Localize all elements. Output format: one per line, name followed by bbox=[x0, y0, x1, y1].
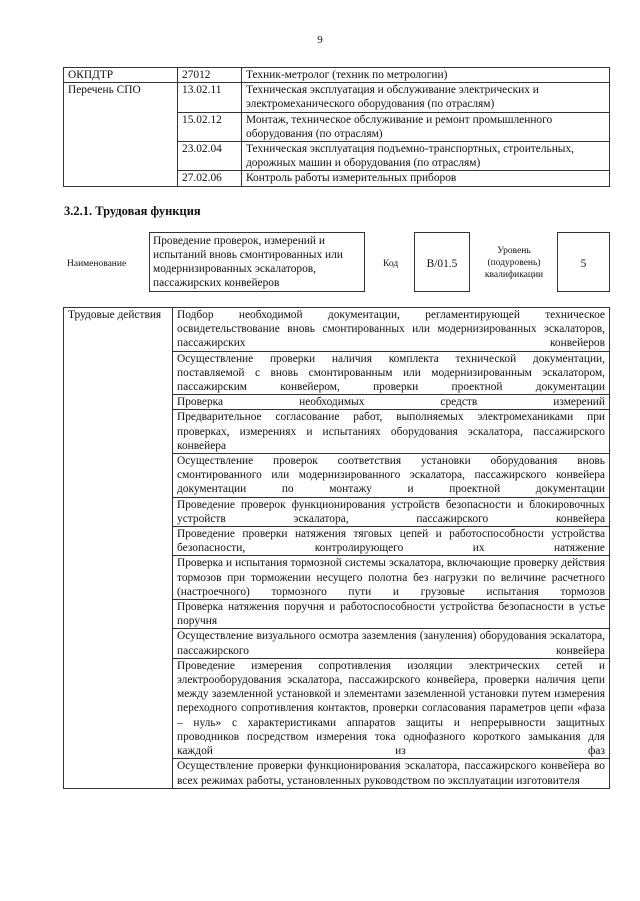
labor-action-item: Проверка и испытания тормозной системы эскалатора, включающие проверку действия тормозов при торможении несущего полотна без нагрузки по величине расчетного (настроечного) тормозного пути и грузовые испытания тормозов bbox=[173, 556, 610, 600]
code-description: Техник-метролог (техник по метрологии) bbox=[242, 68, 610, 83]
code-number: 23.02.04 bbox=[178, 142, 242, 171]
code-number: 15.02.12 bbox=[178, 112, 242, 141]
code-label: Перечень СПО bbox=[64, 83, 178, 186]
table-row bbox=[64, 68, 610, 83]
labor-action-item: Осуществление проверок соответствия установки оборудования вновь смонтированного или модернизированного эскалатора, пассажирского конвейера документации по монтажу и проектной документации bbox=[173, 454, 610, 498]
level-label: Уровень (подуровень) квалификации bbox=[484, 246, 544, 280]
labor-action-item: Предварительное согласование работ, выполняемых электромеханиками при проверках, измерениях и испытаниях оборудования эскалатора, пассажирского конвейера bbox=[173, 410, 610, 454]
code-number: 27.02.06 bbox=[178, 171, 242, 186]
table-row bbox=[64, 308, 610, 352]
labor-actions-label: Трудовые действия bbox=[64, 308, 173, 789]
code-description: Техническая эксплуатация подъемно-транспортных, строительных, дорожных машин и оборудования (по отраслям) bbox=[242, 142, 610, 171]
labor-action-item: Проверка необходимых средств измерений bbox=[173, 395, 610, 410]
table-row bbox=[64, 83, 610, 112]
labor-action-item: Осуществление проверки функционирования эскалатора, пассажирского конвейера во всех режимах работы, установленных руководством по эксплуатации изготовителя bbox=[173, 759, 610, 788]
level-value: 5 bbox=[557, 232, 610, 292]
page-number: 9 bbox=[317, 34, 323, 46]
code-number: 13.02.11 bbox=[178, 83, 242, 112]
code-label: ОКПДТР bbox=[64, 68, 178, 83]
labor-action-item: Проверка натяжения поручня и работоспособности устройства безопасности в устье поручня bbox=[173, 600, 610, 629]
labor-actions-table bbox=[63, 307, 610, 789]
labor-action-item: Осуществление визуального осмотра заземления (зануления) оборудования эскалатора, пассажирского конвейера bbox=[173, 629, 610, 658]
section-heading: 3.2.1. Трудовая функция bbox=[64, 204, 201, 218]
labor-action-item: Проведение проверки натяжения тяговых цепей и работоспособности устройства безопасности, контролирующего их натяжение bbox=[173, 527, 610, 556]
code-value: В/01.5 bbox=[414, 232, 470, 292]
labor-action-item: Подбор необходимой документации, регламентирующей техническое освидетельствование вновь смонтированных или модернизированных эскалаторов, пассажирских конвейеров bbox=[173, 308, 610, 352]
code-description: Техническая эксплуатация и обслуживание электрических и электромеханического оборудования (по отраслям) bbox=[242, 83, 610, 112]
code-number: 27012 bbox=[178, 68, 242, 83]
labor-action-item: Проведение проверок функционирования устройств безопасности и блокировочных устройств эскалатора, пассажирского конвейера bbox=[173, 497, 610, 526]
qualification-codes-table bbox=[63, 67, 610, 187]
function-name-box: Проведение проверок, измерений и испытаний вновь смонтированных или модернизированных эскалаторов, пассажирских конвейеров bbox=[149, 232, 365, 292]
labor-action-item: Осуществление проверки наличия комплекта технической документации, поставляемой с вновь смонтированным или модернизированным эскалатором, пассажирским конвейером, проверки проектной документации bbox=[173, 351, 610, 395]
labor-action-item: Проведение измерения сопротивления изоляции электрических сетей и электрооборудования эскалатора, пассажирского конвейера, проверки наличия цепи между заземленной установкой и элементами заземленной установки путем измерения переходного сопротивления контактов, проверки согласования параметров цепи «фаза – нуль» с характеристиками аппаратов защиты и непрерывности защитных проводников посредством измерения тока однофазного короткого замыкания для каждой из фаз bbox=[173, 658, 610, 758]
name-label: Наименование bbox=[67, 259, 127, 269]
code-description: Контроль работы измерительных приборов bbox=[242, 171, 610, 186]
code-label: Код bbox=[383, 259, 399, 269]
code-description: Монтаж, техническое обслуживание и ремонт промышленного оборудования (по отраслям) bbox=[242, 112, 610, 141]
